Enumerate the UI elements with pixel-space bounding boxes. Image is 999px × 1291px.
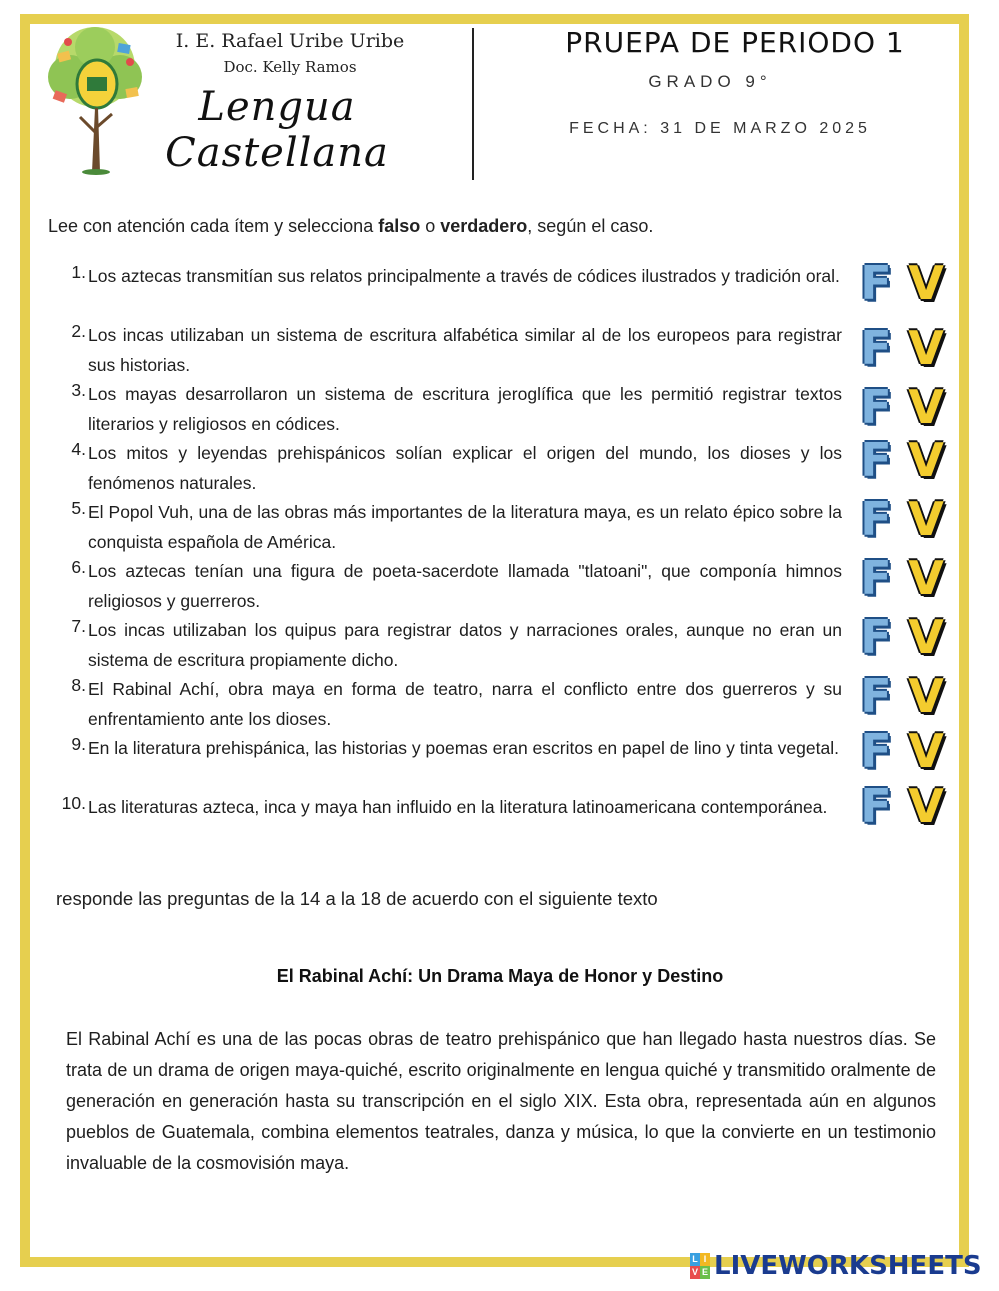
instructions-connector: o	[420, 216, 441, 236]
false-button[interactable]: F	[860, 551, 892, 605]
instructions-verdadero: verdadero	[440, 216, 528, 236]
question-text: Las literaturas azteca, inca y maya han influido en la literatura latinoamericana contemporánea.	[88, 797, 828, 817]
question-number: 6.	[71, 557, 86, 577]
reading-title: El Rabinal Achí: Un Drama Maya de Honor y Destino	[276, 966, 724, 986]
question-number: 10.	[61, 793, 86, 813]
teacher-name: Doc. Kelly Ramos	[223, 58, 357, 76]
true-button[interactable]: V	[908, 724, 944, 778]
true-button[interactable]: V	[908, 256, 944, 310]
false-button[interactable]: F	[860, 669, 892, 723]
question-text: Los mitos y leyendas prehispánicos solían explicar el origen del mundo, los dioses y los fenómenos naturales.	[88, 443, 842, 493]
watermark-text: LIVEWORKSHEETS	[714, 1251, 982, 1281]
question-item	[58, 494, 958, 553]
question-text: El Popol Vuh, una de las obras más importantes de la literatura maya, es un relato épico sobre la conquista española de América.	[88, 502, 842, 552]
instructions	[48, 216, 928, 237]
true-button[interactable]: V	[908, 610, 944, 664]
reading-instruction: responde las preguntas de la 14 a la 18 de acuerdo con el siguiente texto	[56, 888, 658, 909]
true-button[interactable]: V	[908, 380, 944, 434]
school-name: I. E. Rafael Uribe Uribe	[175, 30, 405, 52]
false-button[interactable]: F	[860, 779, 892, 833]
question-number: 4.	[71, 439, 86, 459]
question-text: El Rabinal Achí, obra maya en forma de teatro, narra el conflicto entre dos guerreros y su enfrentamiento ante los dioses.	[88, 679, 842, 729]
liveworksheets-logo-icon: L I V E	[691, 1254, 708, 1277]
question-text: Los mayas desarrollaron un sistema de escritura jeroglífica que les permitió registrar textos literarios y religiosos en códices.	[88, 384, 842, 434]
question-number: 7.	[71, 616, 86, 636]
question-item	[58, 317, 958, 376]
question-text: Los incas utilizaban los quipus para registrar datos y narraciones orales, aunque no eran un sistema de escritura propiamente dicho.	[88, 620, 842, 670]
question-number: 3.	[71, 380, 86, 400]
question-item	[58, 612, 958, 671]
question-item	[58, 779, 958, 848]
instructions-end: , según el caso.	[527, 216, 654, 236]
question-text: Los incas utilizaban un sistema de escritura alfabética similar al de los europeos para registrar sus historias.	[88, 325, 842, 375]
test-title: PRUEPA DE PERIODO 1	[565, 26, 905, 59]
grade-label: GRADO 9°	[648, 72, 772, 91]
true-button[interactable]: V	[908, 492, 944, 546]
question-number: 1.	[71, 262, 86, 282]
true-button[interactable]: V	[908, 779, 944, 833]
question-text: En la literatura prehispánica, las historias y poemas eran escritos en papel de lino y tinta vegetal.	[88, 738, 839, 758]
question-item	[58, 553, 958, 612]
subject-title: Lengua Castellana	[165, 84, 389, 176]
false-button[interactable]: F	[860, 321, 892, 375]
instructions-text: Lee con atención cada ítem y selecciona	[48, 216, 379, 236]
question-item	[58, 435, 958, 494]
false-button[interactable]: F	[860, 380, 892, 434]
question-text: Los aztecas transmitían sus relatos principalmente a través de códices ilustrados y tradición oral.	[88, 266, 840, 286]
question-item	[58, 258, 958, 317]
question-item	[58, 724, 958, 789]
true-false-list	[58, 258, 958, 848]
question-number: 8.	[71, 675, 86, 695]
false-button[interactable]: F	[860, 256, 892, 310]
true-button[interactable]: V	[908, 669, 944, 723]
header-divider	[472, 28, 474, 180]
reading-body: El Rabinal Achí es una de las pocas obras de teatro prehispánico que han llegado hasta nuestros días. Se trata de un drama de origen maya-quiché, escrito originalmente en lengua quiché y transmitido oralmente de generación en generación hasta su transcripción en el siglo XIX. Esta obra, representada aún en algunos pueblos de Guatemala, combina elementos teatrales, danza y música, lo que la convierte en un testimonio invaluable de la cosmovisión maya.	[66, 1029, 936, 1173]
instructions-falso: falso	[378, 216, 421, 236]
false-button[interactable]: F	[860, 724, 892, 778]
question-item	[58, 671, 958, 730]
question-text: Los aztecas tenían una figura de poeta-sacerdote llamada "tlatoani", que componía himnos religiosos y guerreros.	[88, 561, 842, 611]
liveworksheets-watermark	[690, 1250, 982, 1282]
true-button[interactable]: V	[908, 433, 944, 487]
false-button[interactable]: F	[860, 610, 892, 664]
question-number: 9.	[71, 734, 86, 754]
true-button[interactable]: V	[908, 321, 944, 375]
true-button[interactable]: V	[908, 551, 944, 605]
question-number: 2.	[71, 321, 86, 341]
false-button[interactable]: F	[860, 433, 892, 487]
date-label: FECHA: 31 DE MARZO 2025	[569, 120, 871, 137]
question-item	[58, 376, 958, 435]
question-number: 5.	[71, 498, 86, 518]
false-button[interactable]: F	[860, 492, 892, 546]
